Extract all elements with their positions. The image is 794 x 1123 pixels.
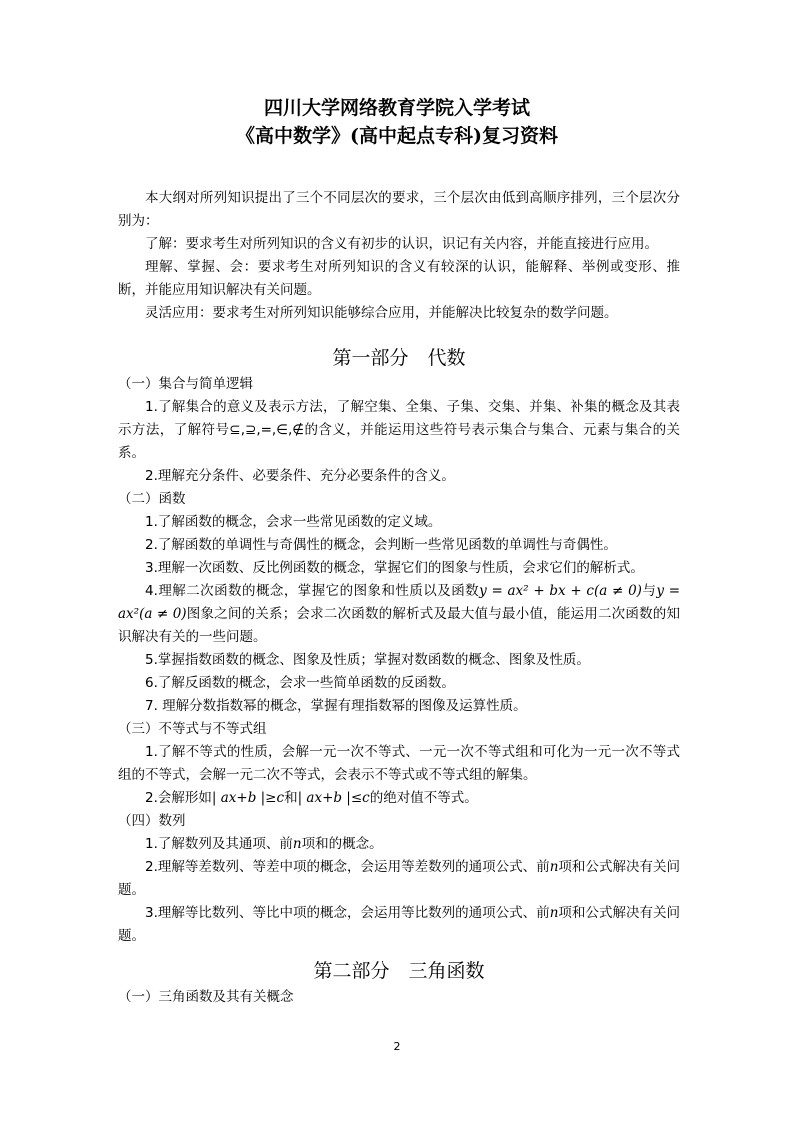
part2-section1-heading: （一）三角函数及其有关概念: [118, 989, 294, 1005]
part1-block: [118, 345, 680, 948]
seq2-after: 项和公式解决有关问题。: [118, 859, 681, 898]
part2-heading: 第二部分 三角函数: [313, 960, 485, 982]
part1-section2-item7: 7. 理解分数指数幂的概念，掌握有理指数幂的图像及运算性质。: [145, 698, 527, 714]
intro-block: [118, 187, 680, 325]
ineq-text-mid: 和: [284, 790, 298, 806]
ineq-text-after: 的绝对值不等式。: [369, 790, 478, 806]
part1-section3-heading: （三）不等式与不等式组: [118, 721, 267, 737]
part1-section2-item5: 5.掌握指数函数的概念、图象及性质；掌握对数函数的概念、图象及性质。: [145, 652, 590, 668]
part1-section2-heading: （二）函数: [118, 491, 186, 507]
item4-text-mid: 与: [641, 583, 657, 599]
power-formula: y = ax²(a ≠ 0): [118, 583, 681, 622]
seq2-n: n: [549, 859, 559, 875]
quadratic-formula: y = ax² + bx + c(a ≠ 0): [479, 583, 642, 599]
intro-level-apply: 灵活应用：要求考生对所列知识能够综合应用，并能解决比较复杂的数学问题。: [145, 305, 618, 321]
part1-section3-item2: [118, 787, 680, 810]
seq3-after: 项和公式解决有关问题。: [118, 905, 681, 944]
part1-section4-heading: （四）数列: [118, 813, 186, 829]
part1-section2-item1: 1.了解函数的概念，会求一些常见函数的定义域。: [145, 514, 442, 530]
part1-section3-item1: 1.了解不等式的性质，会解一元一次不等式、一元一次不等式组和可化为一元一次不等式组的不等式，会解一元二次不等式，会表示不等式或不等式组的解集。: [118, 744, 680, 783]
ineq-text-before: 2.会解形如: [145, 790, 212, 806]
part1-section1-item2: 2.理解充分条件、必要条件、充分必要条件的含义。: [145, 468, 455, 484]
abs-ineq-ge: | ax+b |≥c: [211, 790, 285, 806]
intro-paragraph: 本大纲对所列知识提出了三个不同层次的要求，三个层次由低到高顺序排列，三个层次分别为：: [118, 190, 680, 229]
document-title-line2: 《高中数学》(高中起点专科)复习资料: [236, 125, 558, 147]
seq1-n: n: [292, 836, 302, 852]
page-number: 2: [393, 1040, 401, 1053]
part2-block: [118, 958, 680, 1009]
part1-section2-item4: [118, 580, 680, 649]
seq1-after: 项和的概念。: [301, 836, 383, 852]
intro-level-understand: 了解：要求考生对所列知识的含义有初步的认识，识记有关内容，并能直接进行应用。: [145, 236, 658, 252]
intro-level-master: 理解、掌握、会：要求考生对所列知识的含义有较深的认识，能解释、举例或变形、推断，并能应用知识解决有关问题。: [118, 259, 680, 298]
part1-section1-heading: （一）集合与简单逻辑: [118, 376, 253, 392]
seq3-n: n: [549, 905, 559, 921]
item4-text-before: 4.理解二次函数的概念，掌握它的图象和性质以及函数: [145, 583, 480, 599]
item4-text-after: 图象之间的关系；会求二次函数的解析式及最大值与最小值，能运用二次函数的知识解决有关的一些问题。: [118, 606, 681, 645]
part1-section4-item1: [118, 833, 680, 856]
part1-section2-item3: 3.理解一次函数、反比例函数的概念，掌握它们的图象与性质，会求它们的解析式。: [145, 560, 644, 576]
seq2-before: 2.理解等差数列、等差中项的概念，会运用等差数列的通项公式、前: [145, 859, 550, 875]
part1-section4-item3: [118, 902, 680, 948]
part1-section1-item1: 1.了解集合的意义及表示方法，了解空集、全集、子集、交集、并集、补集的概念及其表示方法，了解符号⊆,⊇,=,∈,∉的含义，并能运用这些符号表示集合与集合、元素与集合的关系。: [118, 399, 680, 461]
part1-heading: 第一部分 代数: [332, 347, 466, 369]
part1-section2-item6: 6.了解反函数的概念，会求一些简单函数的反函数。: [145, 675, 455, 691]
document-title-line1: 四川大学网络教育学院入学考试: [263, 97, 530, 119]
seq1-before: 1.了解数列及其通项、前: [145, 836, 293, 852]
part1-section2-item2: 2.了解函数的单调性与奇偶性的概念，会判断一些常见函数的单调性与奇偶性。: [145, 537, 617, 553]
part1-section4-item2: [118, 856, 680, 902]
abs-ineq-le: | ax+b |≤c: [297, 790, 370, 806]
seq3-before: 3.理解等比数列、等比中项的概念，会运用等比数列的通项公式、前: [145, 905, 550, 921]
